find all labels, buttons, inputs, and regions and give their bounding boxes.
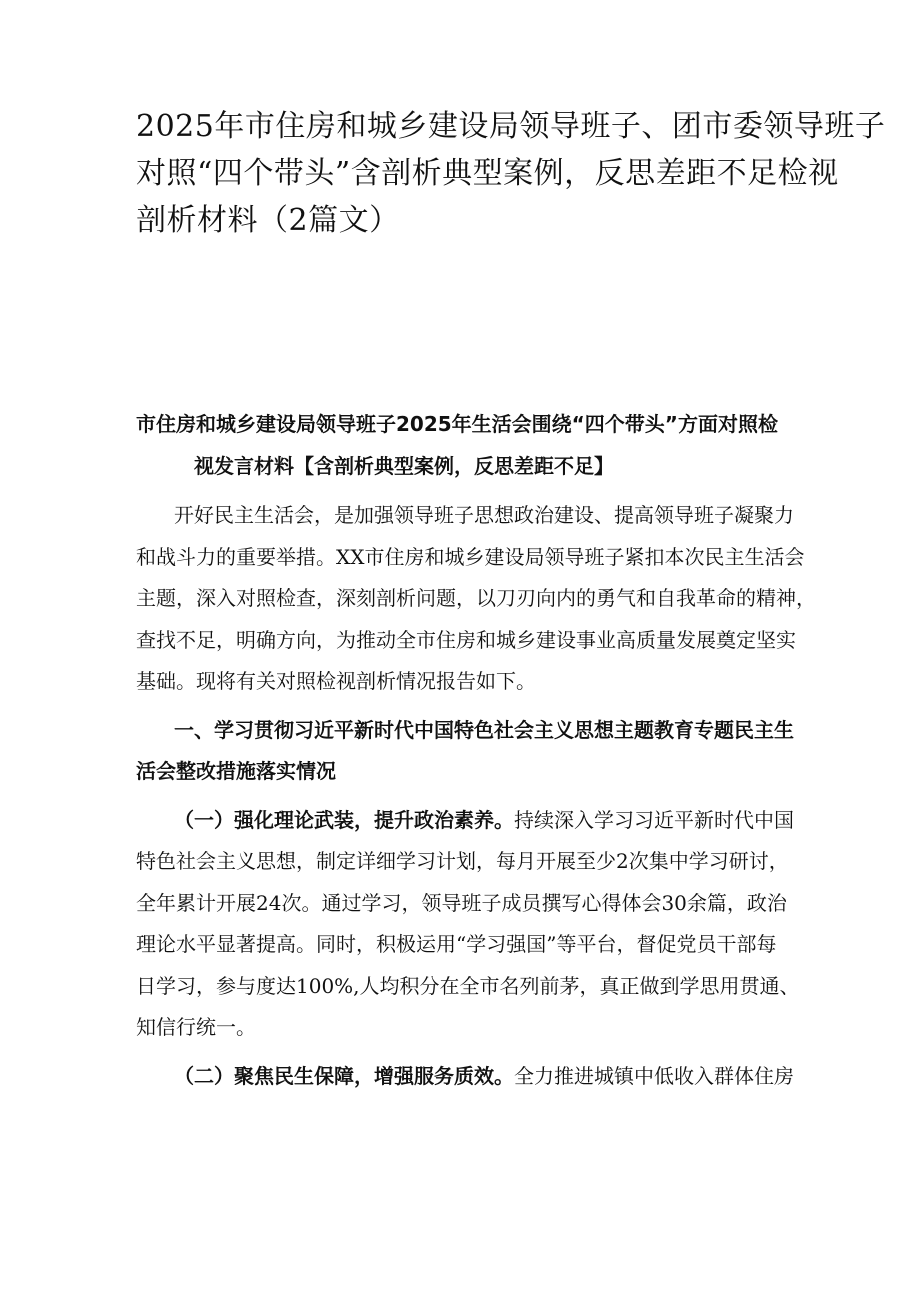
title-line-3: 剖析材料（2篇文） [136,203,400,238]
section-title-line-1: 市住房和城乡建设局领导班子2025年生活会围绕“四个带头”方面对照检 [136,412,778,436]
intro-line-2: 和战斗力的重要举措。XX市住房和城乡建设局领导班子紧扣本次民主生活会 [136,544,805,569]
paragraph-1-lead: （一）强化理论武装，提升政治素养。 [174,807,514,832]
section-title-line-2: 视发言材料【含剖析典型案例，反思差距不足】 [194,454,614,478]
paragraph-1-line-6: 知信行统一。 [136,1015,256,1039]
title-line-1: 2025年市住房和城乡建设局领导班子、团市委领导班子 [136,109,886,144]
paragraph-2-line-1 [136,1056,796,1098]
document-body [136,495,816,1104]
heading-1 [136,710,796,793]
intro-paragraph [136,495,816,703]
section-title [136,403,796,487]
heading-1-line-2: 活会整改措施落实情况 [136,759,336,783]
paragraph-2-first-rest: 全力推进城镇中低收入群体住房 [514,1063,794,1088]
heading-1-line-1: 一、学习贯彻习近平新时代中国特色社会主义思想主题教育专题民主生 [174,717,794,742]
intro-line-1: 开好民主生活会，是加强领导班子思想政治建设、提高领导班子凝聚力 [174,503,794,527]
paragraph-1-line-3: 全年累计开展24次。通过学习，领导班子成员撰写心得体会30余篇，政治 [136,890,787,915]
title-line-2: 对照“四个带头”含剖析典型案例，反思差距不足检视 [136,156,839,191]
intro-line-3: 主题，深入对照检查，深刻剖析问题，以刀刃向内的勇气和自我革命的精神， [136,586,816,610]
paragraph-2-lead: （二）聚焦民生保障，增强服务质效。 [174,1063,514,1088]
paragraph-1 [136,800,800,1049]
paragraph-1-first-rest: 持续深入学习习近平新时代中国 [514,807,794,832]
intro-line-5: 基础。现将有关对照检视剖析情况报告如下。 [136,669,536,693]
paragraph-1-line-4: 理论水平显著提高。同时，积极运用“学习强国”等平台，督促党员干部每 [136,932,777,956]
paragraph-1-line-1 [136,800,796,842]
intro-line-4: 查找不足，明确方向，为推动全市住房和城乡建设事业高质量发展奠定坚实 [136,627,796,652]
paragraph-1-line-5: 日学习，参与度达100%,人均积分在全市名列前茅，真正做到学思用贯通、 [136,973,800,998]
paragraph-2 [136,1056,796,1098]
paragraph-1-line-2: 特色社会主义思想，制定详细学习计划，每月开展至少2次集中学习研讨， [136,849,789,873]
document-title [136,103,886,244]
